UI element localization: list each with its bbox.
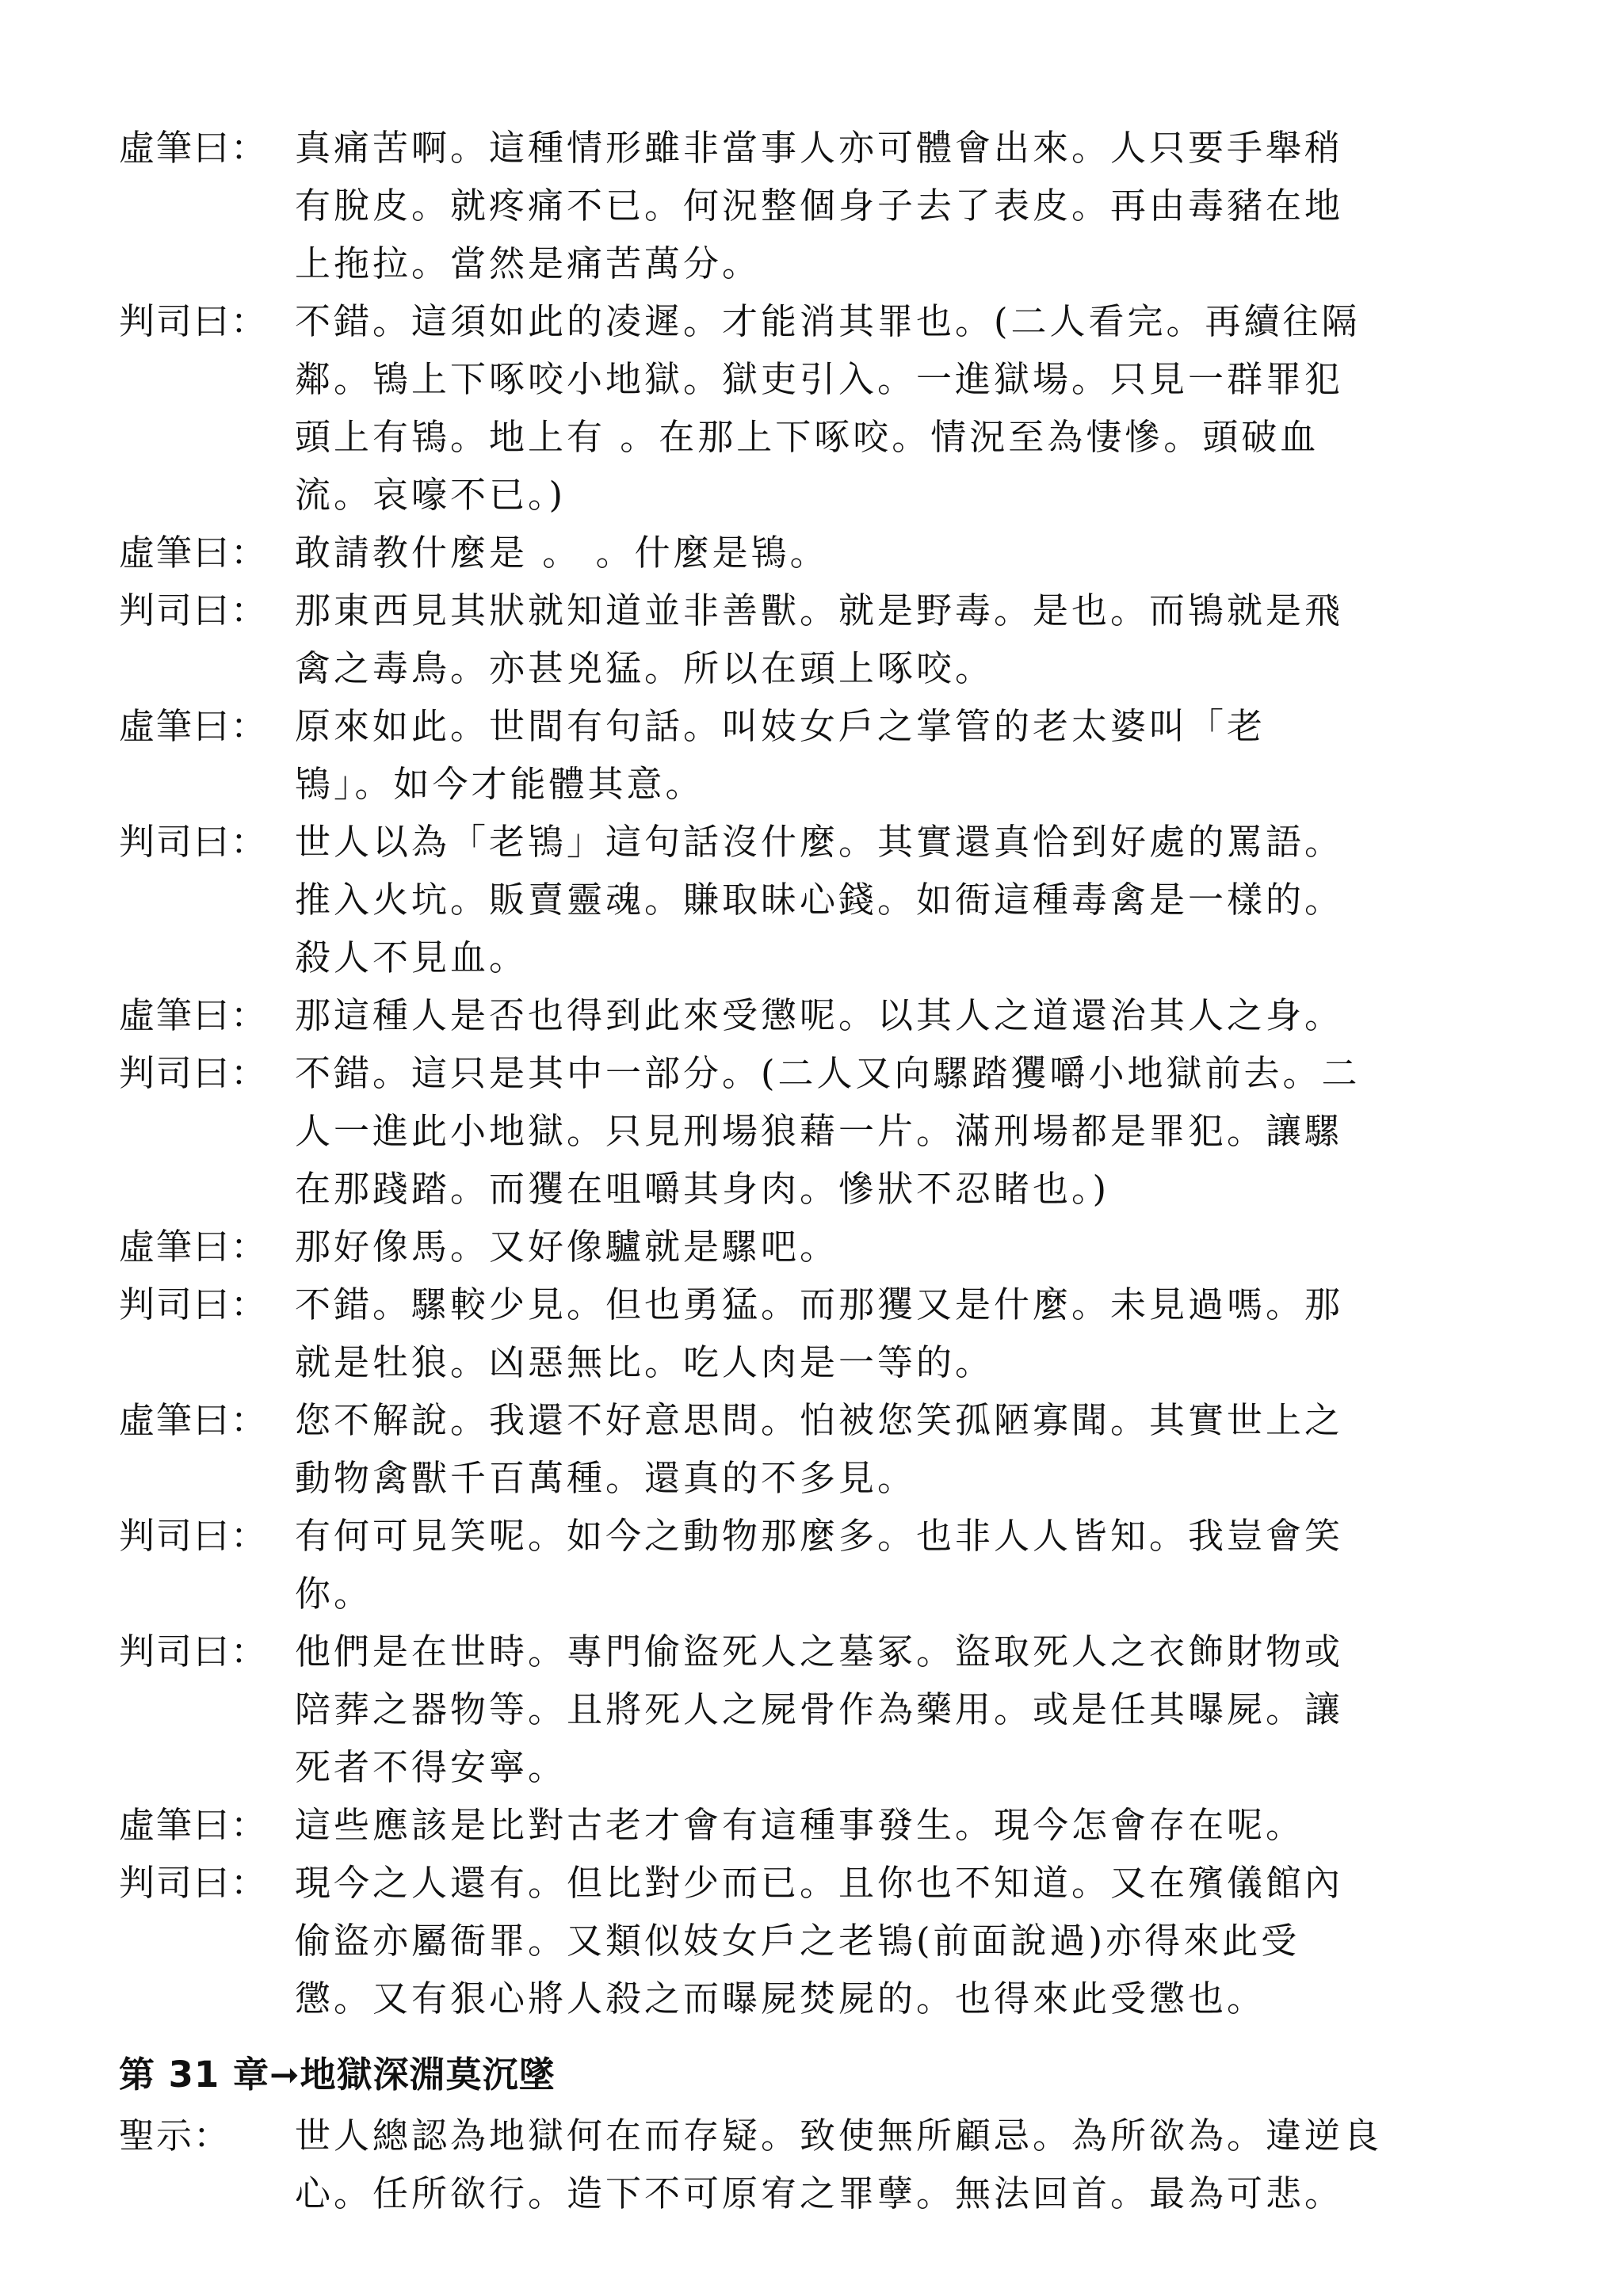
text-line: 不錯。這只是其中一部分。(二人又向騾踏玃嚼小地獄前去。二 xyxy=(295,1052,1361,1094)
speaker-label: 虛筆曰： xyxy=(119,1804,269,1846)
speaker-label: 虛筆曰： xyxy=(119,1226,269,1268)
text-line: 流。哀嚎不已。) xyxy=(295,474,567,516)
dialogue-entry xyxy=(119,986,1514,1044)
dialogue-entry xyxy=(119,524,1514,582)
speaker-label: 判司曰： xyxy=(119,1515,269,1557)
text-line: 推入火坑。販賣靈魂。賺取昧心錢。如衙這種毒禽是一樣的。 xyxy=(295,879,1344,921)
text-line: 那東西見其狀就知道並非善獸。就是野毒。是也。而鴇就是飛 xyxy=(295,589,1344,631)
text-line: 頭上有鴇。地上有 。在那上下啄咬。情況至為悽慘。頭破血 xyxy=(295,416,1319,458)
speech-text xyxy=(295,1796,1514,1854)
speaker-label: 虛筆曰： xyxy=(119,1399,269,1441)
text-line: 殺人不見血。 xyxy=(295,936,529,978)
text-line: 有何可見笑呢。如今之動物那麼多。也非人人皆知。我豈會笑 xyxy=(295,1515,1344,1557)
chapter-heading: 第 31 章➞地獄深淵莫沉墜 xyxy=(119,2054,556,2096)
speech-text xyxy=(295,1854,1514,2027)
dialogue-entry xyxy=(119,1276,1514,1391)
speech-text xyxy=(295,1218,1514,1276)
dialogue-entry xyxy=(119,1507,1514,1623)
text-line: 世人總認為地獄何在而存疑。致使無所顧忌。為所欲為。違逆良 xyxy=(295,2115,1383,2157)
text-line: 禽之毒鳥。亦甚兇猛。所以在頭上啄咬。 xyxy=(295,647,995,689)
speech-text xyxy=(295,1623,1514,1796)
text-line: 那好像馬。又好像驢就是騾吧。 xyxy=(295,1226,839,1268)
dialogue-entry xyxy=(119,1854,1514,2027)
speaker-label: 聖示： xyxy=(119,2115,231,2157)
dialogue-entry xyxy=(119,1044,1514,1218)
text-line: 這些應該是比對古老才會有這種事發生。現今怎會存在呢。 xyxy=(295,1804,1305,1846)
speaker-label: 判司曰： xyxy=(119,589,269,631)
text-line: 不錯。這須如此的凌遲。才能消其罪也。(二人看完。再續往隔 xyxy=(295,300,1361,342)
text-line: 敢請教什麼是 。 。什麼是鴇。 xyxy=(295,532,829,574)
speaker-label: 虛筆曰： xyxy=(119,532,269,574)
dialogue-entry xyxy=(119,1391,1514,1507)
text-line: 在那踐踏。而玃在咀嚼其身肉。慘狀不忍睹也。) xyxy=(295,1168,1110,1210)
dialogue-entry xyxy=(119,697,1514,813)
dialogue-entry xyxy=(119,1796,1514,1854)
speech-text xyxy=(295,1044,1514,1218)
dialogue-entry xyxy=(119,1218,1514,1276)
text-line: 現今之人還有。但比對少而已。且你也不知道。又在殯儀館內 xyxy=(295,1862,1344,1904)
text-line: 他們是在世時。專門偷盜死人之墓冢。盜取死人之衣飾財物或 xyxy=(295,1630,1344,1672)
speaker-label: 判司曰： xyxy=(119,1862,269,1904)
text-line: 您不解說。我還不好意思問。怕被您笑孤陋寡聞。其實世上之 xyxy=(295,1399,1344,1441)
dialogue-entry xyxy=(119,582,1514,697)
speech-text xyxy=(295,292,1514,524)
speech-text xyxy=(295,813,1514,986)
speech-text xyxy=(295,986,1514,1044)
text-line: 鄰。鴇上下啄咬小地獄。獄吏引入。一進獄場。只見一群罪犯 xyxy=(295,358,1344,400)
text-line: 就是牡狼。凶惡無比。吃人肉是一等的。 xyxy=(295,1341,995,1383)
speaker-label: 判司曰： xyxy=(119,1283,269,1325)
sacred-message xyxy=(119,2107,1514,2222)
dialogue-entry xyxy=(119,813,1514,986)
text-line: 心。任所欲行。造下不可原宥之罪孽。無法回首。最為可悲。 xyxy=(295,2172,1344,2214)
text-line: 原來如此。世間有句話。叫妓女戶之掌管的老太婆叫「老 xyxy=(295,705,1266,747)
text-line: 死者不得安寧。 xyxy=(295,1746,567,1788)
speaker-label: 虛筆曰： xyxy=(119,705,269,747)
speech-text xyxy=(295,1391,1514,1507)
text-line: 動物禽獸千百萬種。還真的不多見。 xyxy=(295,1457,917,1499)
dialogue-section xyxy=(119,119,1514,2027)
text-line: 人一進此小地獄。只見刑場狼藉一片。滿刑場都是罪犯。讓騾 xyxy=(295,1110,1344,1152)
speaker-label: 判司曰： xyxy=(119,821,269,863)
speaker-label: 判司曰： xyxy=(119,300,269,342)
text-line: 有脫皮。就疼痛不已。何況整個身子去了表皮。再由毒豬在地 xyxy=(295,185,1344,227)
speech-text xyxy=(295,1276,1514,1391)
dialogue-entry xyxy=(119,1623,1514,1796)
text-line: 真痛苦啊。這種情形雖非當事人亦可體會出來。人只要手舉稍 xyxy=(295,127,1344,169)
text-line: 陪葬之器物等。且將死人之屍骨作為藥用。或是任其曝屍。讓 xyxy=(295,1688,1344,1730)
text-line: 偷盜亦屬衙罪。又類似妓女戶之老鴇(前面說過)亦得來此受 xyxy=(295,1920,1300,1962)
text-line: 世人以為「老鴇」這句話沒什麼。其實還真恰到好處的罵語。 xyxy=(295,821,1344,863)
speech-text xyxy=(295,524,1514,582)
speech-text xyxy=(295,119,1514,292)
speech-text xyxy=(295,1507,1514,1623)
text-line: 懲。又有狠心將人殺之而曝屍焚屍的。也得來此受懲也。 xyxy=(295,1978,1266,2019)
text-line: 那這種人是否也得到此來受懲呢。以其人之道還治其人之身。 xyxy=(295,994,1344,1036)
speaker-label: 判司曰： xyxy=(119,1052,269,1094)
dialogue-entry xyxy=(119,119,1514,292)
speaker-label: 判司曰： xyxy=(119,1630,269,1672)
speaker-label: 虛筆曰： xyxy=(119,127,269,169)
text-line: 你。 xyxy=(295,1573,373,1615)
text-line: 鴇」。如今才能體其意。 xyxy=(295,763,705,805)
speech-text xyxy=(295,582,1514,697)
text-line: 上拖拉。當然是痛苦萬分。 xyxy=(295,242,762,284)
dialogue-entry xyxy=(119,292,1514,524)
sacred-message-text xyxy=(295,2107,1514,2222)
speech-text xyxy=(295,697,1514,813)
speaker-label: 虛筆曰： xyxy=(119,994,269,1036)
text-line: 不錯。騾較少見。但也勇猛。而那玃又是什麼。未見過嗎。那 xyxy=(295,1283,1344,1325)
document-page xyxy=(119,119,1514,2222)
